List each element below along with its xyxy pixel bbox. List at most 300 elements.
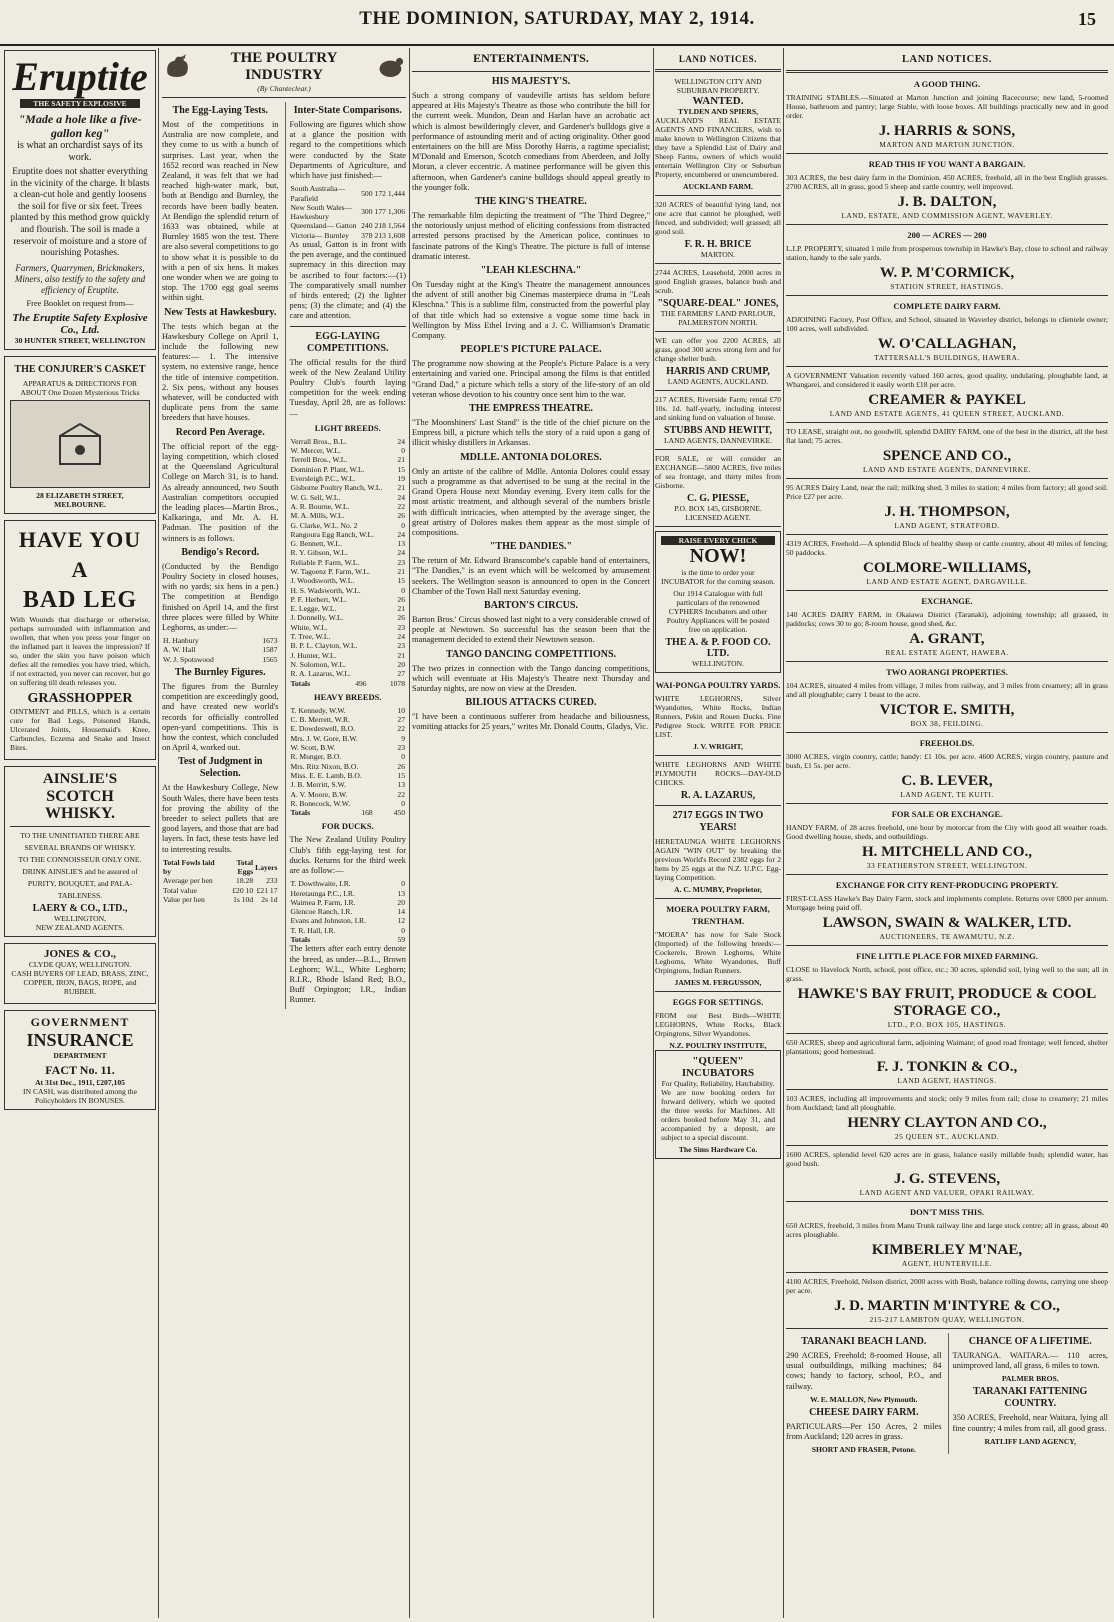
land-ad-body: 303 ACRES, the best dairy farm in the Dominion. 450 ACRES, freehold, all in the best English grasses. 2700 ACRES, all in grass, good 5 sheep and cattle country, well improved. [786, 173, 1108, 191]
ainslie-product-2: WHISKY. [44, 804, 116, 822]
sec-record-title: Record Pen Average. [175, 426, 265, 438]
gov-title-1: GOVERNMENT [30, 1014, 130, 1029]
eruptite-ad [4, 50, 156, 350]
table-row: Victoria— Burnley 378 213 1,608 [290, 230, 405, 240]
light-breeds-heading: LIGHT BREEDS. [314, 422, 381, 433]
ainslie-agent-city: WELLINGTON, [54, 913, 106, 923]
land-ad [786, 1277, 1108, 1329]
table-row: White, W.L. 23 [290, 622, 405, 632]
land-ad [786, 808, 1108, 875]
land-ad-agent: HENRY CLAYTON AND CO., [847, 1115, 1047, 1131]
waipoua-title: WAI-PONGA POULTRY YARDS. [655, 680, 781, 690]
conjurer-ad [4, 356, 156, 514]
cheese-dairy-body: PARTICULARS—Per 150 Acres, 2 miles from Auckland; 120 acres in grass. [786, 1421, 942, 1442]
land-ad-body: 650 ACRES, freehold, 3 miles from Manu Trunk railway line and large stock centre; all in grass, about 40 acres ploughable. [786, 1221, 1108, 1239]
land-ad-agent: J. H. THOMPSON, [884, 504, 1010, 520]
land-ad-agent-sub: LAND AGENT, STRATFORD. [894, 521, 1000, 530]
queen-subtitle: For Quality, Reliability, Hatchability. [661, 1079, 775, 1088]
table-row: A. R. Bourne, W.L. 22 [290, 501, 405, 511]
table-row: Evans and Johnston, I.R. 12 [290, 916, 405, 926]
tango-title: TANGO DANCING COMPETITIONS. [445, 648, 617, 660]
heavy-breeds-totals [290, 808, 407, 817]
brice-body: 320 ACRES of beautiful lying land, not one acre that cannot be ploughed, well fenced, and subdivided; well grassed; all good soil. [655, 200, 781, 236]
cheese-dairy-agent: SHORT AND FRASER, Petone. [811, 1445, 916, 1455]
land-ad [786, 158, 1108, 225]
entertainments-title: ENTERTAINMENTS. [473, 51, 589, 65]
sec-egg-laying-body: Most of the competitions in Australia are now complete, and they come to us with a bunch of surprises. Last year, when the 1652 record was reached in New Zealand, it was felt that we had reached high-water mark, but, both at Bendigo and Burnley, the records have been badly beaten. At Bendigo the splendid return of 1633 was obtained, while at Burnley 1685 won the test. There are also several competitions to go to show what it is possible to do with a pen of six hens. It makes one wonder when we are going to stop. The 1700 egg goal seems within sight. [162, 120, 279, 303]
land-ad-agent: J. B. DALTON, [897, 194, 997, 210]
leah-kleschna-body: On Tuesday night at the King's Theatre the management announces the advent of still another big Cinemas masterpiece drama in "Leah Kleschna." This is a sublime film, constructed from the powerful play of that title which had so extensive a vogue some time back in Wellington by Miss Ethel Irving and a J. C. Williamson's Dramatic Company. [412, 280, 650, 341]
table-row: G. Clarke, W.L. No. 2 0 [290, 520, 405, 530]
land-ad [786, 300, 1108, 367]
ducks-heading: FOR DUCKS. [321, 821, 374, 832]
ainslie-line-6: TABLENESS. [57, 890, 103, 900]
table-row: C. B. Merrett, W.R. 27 [290, 715, 405, 725]
land-ad-agent: A. GRANT, [909, 631, 985, 647]
bilious-body: "I have been a continuous sufferer from headache and biliousness, vomiting attacks for 25 years," writes Mr. Donald Coutts, Gladys, Vic. [412, 712, 650, 732]
table-row: Miss. E. E. Lamb, B.O. 15 [290, 770, 405, 780]
land-ad-body: 4100 ACRES, Freehold, Nelson district, 2000 acres with Bush, balance rolling downs, carrying one sheep per acre. [786, 1277, 1108, 1295]
table-row: H. Hanbury 1673 [163, 636, 278, 646]
grasshopper-brand: GRASSHOPPER [27, 690, 133, 706]
jones-ad [4, 943, 156, 1004]
conjurer-footer: 28 ELIZABETH STREET, MELBOURNE. [36, 490, 124, 509]
land-ad-agent-sub: REAL ESTATE AGENT, HAWERA. [885, 648, 1009, 657]
eruptite-quote-tail: is what an orchardist says of its work. [17, 140, 143, 163]
land-ad [786, 78, 1108, 154]
table-row: E. Dowdeswell, B.O. 22 [290, 724, 405, 734]
land-ad-lead: FINE LITTLE PLACE FOR MIXED FARMING. [856, 951, 1038, 961]
table-row: W. Tagoenz P. Farm, W.L. 21 [290, 567, 405, 576]
ducks-totals [290, 935, 407, 944]
land-ad-body: A GOVERNMENT Valuation recently valued 160 acres, good quality, undulating, ploughable land, at Whangarei, and considered it easily worth £18 per acre. [786, 371, 1108, 389]
incubator-company: THE A. & P. FOOD CO. LTD. [665, 637, 771, 659]
land-ad-body: 650 ACRES, sheep and agricultural farm, adjoining Waimate; of good road frontage; well fenced, shelter plantations; good homestead. [786, 1038, 1108, 1056]
land-ad-body: 4319 ACRES, Freehold.—A splendid Block of healthy sheep or cattle country, about 40 miles of fencing; 50 paddocks. [786, 539, 1108, 557]
table-row: J. Woodsworth, W.L. 15 [290, 576, 405, 586]
light-breeds-totals [290, 679, 407, 688]
table-row: W. Scott, B.W. 23 [290, 743, 405, 753]
ainslie-agent: LAERY & CO., LTD., [32, 902, 128, 914]
sec-record-body: The official report of the egg-laying competition, which closed at the Queensland Agricultural College on March 31, is to hand. As already announced, two South Australian competitors occupied the leading places—Martin Bros., Kalkaringa, and Mr. A. H. Padman. The position of the winners is as follows. [162, 441, 279, 543]
moera-title: MOERA POULTRY FARM, TRENTHAM. [666, 904, 770, 926]
queen-company: The Sims Hardware Co. [678, 1145, 758, 1154]
gov-fact-line: At 31st Dec., 1911, £207,105 [35, 1077, 125, 1087]
land-ad-agent-sub: LAND, ESTATE, AND COMMISSION AGENT, WAVERLEY. [841, 211, 1053, 220]
land-notices-centre [655, 50, 781, 1616]
jones-body: CASH BUYERS OF LEAD, BRASS, ZINC, COPPER, IRON, BAGS, ROPE, and RUBBER. [11, 968, 149, 996]
land-ad-lead: FOR SALE OR EXCHANGE. [891, 809, 1003, 819]
kings-theatre-title: THE KING'S THEATRE. [475, 196, 587, 208]
ainslie-agent-region: NEW ZEALAND AGENTS. [35, 922, 125, 932]
moera-body: "MOERA" has now for Sale Stock (Imported) of the following breeds:—Cockerels, Brown Leghorns, White Leghorns, White Wyandottes, Buff Orpingtons, Indian Runners. [655, 930, 781, 975]
land-ad-agent: LAWSON, SWAIN & WALKER, LTD. [822, 915, 1072, 931]
ducks-table [290, 879, 407, 935]
land-ad-agent-sub: AGENT, HUNTERVILLE. [901, 1259, 993, 1268]
queen-incubators-ad [655, 1050, 781, 1159]
land-ad [786, 1038, 1108, 1090]
conjurer-title: THE CONJURER'S CASKET [14, 363, 146, 375]
conjurer-subtitle: APPARATUS & DIRECTIONS FOR ABOUT One Dozen Mysterious Tricks [20, 378, 140, 397]
piesse-agent: C. G. PIESSE, [687, 493, 749, 504]
eruptite-tagline: THE SAFETY EXPLOSIVE [20, 99, 140, 108]
kings-theatre-body: The remarkable film depicting the treatment of "The Third Degree," the notoriously unjust method of eliciting confessions from distracted arrested persons practised by the American police, continues to fascinate patrons of the King's Theatre. The picture is full of intense dramatic interest. [412, 211, 650, 261]
land-ad-lead: COMPLETE DAIRY FARM. [893, 301, 1001, 311]
land-ad [786, 539, 1108, 591]
lazarus-body: WHITE LEGHORNS AND WHITE PLYMOUTH ROCKS—DAY-OLD CHICKS. [655, 760, 781, 787]
ainslie-line-4: DRINK AINSLIE'S and be assured of [22, 866, 138, 876]
land-ad-body: TO LEASE, straight out, no goodwill, splendid DAIRY FARM, one of the best in the district, all the best flat land; 75 acres. [786, 427, 1108, 445]
light-breeds-table [290, 437, 407, 679]
column-rule [409, 48, 410, 1618]
empress-theatre-title: THE EMPRESS THEATRE. [469, 403, 593, 415]
moera-agent: JAMES M. FERGUSSON, [674, 978, 762, 987]
land-ad-lead: READ THIS IF YOU WANT A BARGAIN. [868, 159, 1026, 169]
lazarus-agent: R. A. LAZARUS, [680, 790, 756, 801]
column-rule [158, 48, 159, 1618]
table-row: J. Donnelly, W.L. 26 [290, 613, 405, 623]
masthead [0, 0, 1114, 46]
sec-interstate-title: Inter-State Comparisons. [293, 105, 402, 116]
wanted-body: AUCKLAND'S REAL ESTATE AGENTS AND FINANCIERS, wish to make known to Wellington Citizens that they have a Splendid List of Dairy and Sheep Farms, owners of which would entertain Wellington City or Suburban Property, encumbered or unencumbered. [655, 116, 781, 179]
conjurer-illustration [10, 400, 150, 488]
table-row: Verrall Bros., B.L. 24 [290, 436, 405, 446]
eggs-2717-agent: A. C. MUMBY, Proprietor, [674, 885, 762, 894]
table-row: South Australia— Parafield 500 172 1,444 [290, 184, 405, 203]
land-ad [786, 1150, 1108, 1202]
land-ad-body: 140 ACRES DAIRY FARM, in Okaiawa District (Taranaki), adjoining township; all grassed, in paddocks; cows 30 to go; 8-room house, good shed, &c. [786, 610, 1108, 628]
leah-kleschna-title: "LEAH KLESCHNA." [480, 265, 582, 277]
piesse-sub: P.O. BOX 145, GISBORNE. LICENSED AGENT. [674, 504, 762, 522]
land-ad [786, 950, 1108, 1034]
land-ad-agent: SPENCE AND CO., [882, 448, 1012, 464]
land-ad [786, 1094, 1108, 1146]
gov-title-3: DEPARTMENT [53, 1050, 107, 1060]
land-ad-agent: J. G. STEVENS, [893, 1171, 1001, 1187]
waipoua-agent: J. V. WRIGHT, [693, 742, 743, 751]
sqjones-body: 2744 ACRES, Leasehold, 2000 acres in good English grasses, balance bush and scrub. [655, 268, 781, 295]
poultry-byline: (By Chanteclear.) [257, 84, 311, 93]
table-row: A. W. Hall 1587 [163, 645, 278, 655]
stubbs-agent: STUBBS AND HEWITT, [664, 425, 772, 436]
incubator-line-2: Our 1914 Catalogue with full particulars of the renowned CYPHERS Incubators and other Poultry Appliances will be posted free on application. [666, 589, 770, 634]
ainslie-line-2: SEVERAL BRANDS OF WHISKY. [24, 842, 136, 852]
land-ad-agent: COLMORE-WILLIAMS, [863, 560, 1031, 576]
incubator-line-1: is the time to order your INCUBATOR for the coming season. [661, 568, 775, 586]
chance-agent: PALMER BROS. [1001, 1374, 1059, 1384]
table-row: Gisborne Poultry Ranch, W.L. 21 [290, 483, 405, 493]
table-row: Totals 496 1078 [290, 678, 405, 688]
table-row: Mrs. J. W. Gore, B.W. 9 [290, 733, 405, 743]
land-ad-body: 3000 ACRES, virgin country, cattle; handy: £1 10s. per acre. 4600 ACRES, virgin country, pasture and bush, £1 5s. per acre. [786, 752, 1108, 770]
ainslie-line-3: TO THE CONNOISSEUR ONLY ONE. [18, 854, 142, 864]
table-row: Totals 168 450 [290, 808, 405, 818]
land-ad-body: ADJOINING Factory, Post Office, and School, situated in Waverley district, belongs to clientele owner; 100 acres, well subdivided. [786, 315, 1108, 333]
taranaki-beach-agent: W. E. MALLON, New Plymouth. [810, 1394, 918, 1404]
table-row: Reliable P. Farm, W.L. 23 [290, 557, 405, 567]
table-row: N. Solomon, W.L. 20 [290, 659, 405, 669]
heavy-breeds-heading: HEAVY BREEDS. [313, 691, 382, 702]
poultry-right [285, 102, 407, 1009]
land-ad-body: 95 ACRES Dairy Land, near the rail; milking shed, 3 miles to station; 4 miles from factory; all good soil. Price £27 per acre. [786, 483, 1108, 501]
barton-circus-title: BARTON'S CIRCUS. [484, 599, 578, 611]
land-ad-agent-sub: LAND AGENT, TE KUITI. [900, 790, 994, 799]
land-ad-agent: HAWKE'S BAY FRUIT, PRODUCE & COOL STORAGE CO., [797, 986, 1097, 1019]
land-ad-agent: F. J. TONKIN & CO., [876, 1059, 1018, 1075]
land-ad-agent-sub: LAND AND ESTATE AGENTS, DANNEVIRKE. [863, 465, 1031, 474]
sec-judgment-title: Test of Judgment in Selection. [178, 756, 263, 780]
cheese-dairy-title: CHEESE DAIRY FARM. [809, 1406, 919, 1418]
poultry-header [162, 50, 406, 84]
competitions-title: EGG-LAYING COMPETITIONS. [307, 330, 389, 354]
table-row: G. Bennett, W.L. 13 [290, 539, 405, 549]
column-rule [783, 48, 784, 1618]
eruptite-company: The Eruptite Safety Explosive Co., Ltd. [12, 311, 148, 336]
jones-name: JONES & CO., [43, 947, 117, 960]
badleg-title-2: BAD LEG [22, 586, 138, 613]
column-advertisements [4, 50, 156, 1616]
land-ad [786, 666, 1108, 733]
sec-hawkesbury-title: New Tests at Hawkesbury. [164, 306, 277, 318]
land-split-right [948, 1333, 1109, 1454]
table-row: T. Tree, W.L. 24 [290, 632, 405, 642]
taranaki-beach-body: 290 ACRES, Freehold; 8-roomed House, all usual outbuildings, milking machines; 84 cows; handy to factory, school, P.O., and railway. [786, 1351, 942, 1391]
settings-title: EGGS FOR SETTINGS. [672, 997, 764, 1007]
jones-address: CLYDE QUAY, WELLINGTON. [28, 959, 132, 969]
badleg-body: With Wounds that discharge or otherwise, perhaps surrounded with inflammation and swollen, that when you press your finger on the inflamed part it leaves the impression? If so, under the skin you have poison which defies all the remedies you have tried, which, if not extracted, you never can recover, but go on suffering till death releases you. [10, 614, 150, 687]
wanted-left: WANTED. [692, 95, 744, 107]
dandies-body: The return of Mr. Edward Branscombe's capable band of entertainers, "The Dandies," is an event which will be welcomed by amusement seekers. The Wellington season is announced to open in the Concert Chamber of the Town Hall next Saturday evening. [412, 556, 650, 596]
eruptite-address: 30 HUNTER STREET, WELLINGTON [14, 335, 146, 345]
eruptite-logo: Eruptite [12, 54, 148, 99]
land-ad-body: CLOSE to Havelock North, school, post office, etc.; 30 acres, splendid soil, lying well to the sun; all in grass. [786, 965, 1108, 983]
eruptite-body: Eruptite does not shatter everything in the vicinity of the charge. It blasts a clean-cut hole and gently loosens the soil for five or six feet. Trees planted by this method grow quickly and flourish. The soil is made a reservoir of moisture and a store of nourishing Potashes. [10, 167, 150, 259]
rooster-icon [162, 52, 193, 82]
sec-interstate-body: Following are figures which show at a glance the position with regard to the competitions which were conducted by the State Departments of Agriculture, and which have just finished:— [289, 120, 406, 181]
competitions-intro: The official results for the third week of the New Zealand Utility Poultry Club's fourth laying competition for the week ending Tuesday, April 28, are as follows:— [289, 357, 406, 418]
table-header: Total Fowls laid by Total Eggs Layers [163, 857, 278, 877]
table-row: Terrell Bros., W.L. 21 [290, 455, 405, 465]
eggs-2717-title: 2717 EGGS IN TWO YEARS! [672, 810, 764, 833]
land-ad-agent: H. MITCHELL AND CO., [861, 844, 1033, 860]
table-row: A. V. Moore, B.W. 22 [290, 789, 405, 799]
sec-burnley-body: The figures from the Burnley competition are exceedingly good, and have created new world's records for officially controlled open-yard competitions. This is how the contest, which concluded on April 4, worked out. [162, 682, 279, 753]
table-row: Average per hen 18.28 233 [163, 876, 278, 886]
table-row: Heretaunga P.C., I.R. 13 [290, 888, 405, 898]
land-ad [786, 229, 1108, 296]
ainslie-ad [4, 766, 156, 937]
land-ad-agent-sub: 215-217 LAMBTON QUAY, WELLINGTON. [869, 1315, 1025, 1324]
taranaki-beach-title: TARANAKI BEACH LAND. [801, 1336, 927, 1347]
ducks-intro: The New Zealand Utility Poultry Club's fifth egg-laying test for ducks. Returns for the third week are as follow:— [289, 835, 406, 876]
land-ads-list [786, 78, 1108, 1329]
land-ad [786, 483, 1108, 535]
sec-egg-laying-title: The Egg-Laying Tests. [172, 105, 268, 116]
land-ad-agent: J. HARRIS & SONS, [878, 123, 1016, 139]
empress-theatre-body: "The Moonshiners' Last Stand" is the title of the chief picture on the Empress bill, a picture which tells the story of a raid upon a gang of illicit whisky distillers in Arkansas. [412, 418, 650, 448]
masthead-title: THE DOMINION, SATURDAY, MAY 2, 1914. [359, 8, 755, 29]
land-ad [786, 1206, 1108, 1273]
stubbs-body: 217 ACRES, Riverside Farm; rental £70 10s. 1d. half-yearly, including interest and sinking fund on valuation of house. [655, 395, 781, 422]
ainslie-brand: AINSLIE'S [42, 770, 118, 787]
land-ad-agent: J. D. MARTIN M'INTYRE & CO., [834, 1298, 1060, 1314]
land-ad-agent-sub: STATION STREET, HASTINGS. [890, 282, 1004, 291]
land-ad-lead: EXCHANGE. [921, 596, 973, 606]
incubator-ad [655, 531, 781, 673]
chance-body: TAURANGA. WAITARA.— 110 acres, unimproved land, all grass, 6 miles to town. [952, 1351, 1108, 1371]
incubator-now: NOW! [689, 545, 747, 567]
table-row: Value per hen 1s 10d 2s 1d [163, 895, 278, 905]
table-row: Rangoura Egg Ranch, W.L. 24 [290, 529, 405, 539]
land-ad [786, 595, 1108, 662]
land-ad-agent-sub: LAND AGENT, HASTINGS. [897, 1076, 997, 1085]
hen-icon [375, 52, 406, 82]
harris-agent: HARRIS AND CRUMP, [666, 366, 770, 377]
government-insurance-ad [4, 1010, 156, 1110]
table-row: New South Wales— Hawkesbury 300 177 1,306 [290, 202, 405, 222]
land-ad [786, 879, 1108, 946]
land-ad-agent-sub: TATTERSALL'S BUILDINGS, HAWERA. [874, 353, 1020, 362]
his-majestys-title: HIS MAJESTY'S. [491, 76, 571, 87]
ainslie-product: SCOTCH [46, 787, 114, 805]
eggs-2717-body: HERETAUNGA WHITE LEGHORNS AGAIN "WIN OUT" by breaking the previous World's Record 2382 eggs for 2 hens by 25 eggs at the N.Z. U.P.C. Egg-laying Competition. [655, 837, 781, 882]
table-row: Total value £20 10 £21 17 [163, 885, 278, 895]
table-row: R. A. Lazarus, W.L. 27 [290, 669, 405, 679]
land-ad-body: FIRST-CLASS Hawke's Bay Dairy Farm, stock and implements complete. Returns over £800 per annum. Mortgage being paid off. [786, 894, 1108, 912]
brice-agent: F. R. H. BRICE [684, 239, 752, 250]
land-ad-body: TRAINING STABLES.—Situated at Marton Junction and joining Racecourse; new land, 5-roomed House, bathroom and pantry; large Stable, with loose boxes. All buildings practically new and in good order. [786, 93, 1108, 120]
table-row: Totals 59 [290, 935, 405, 945]
table-row: Glencoe Ranch, I.R. 14 [290, 907, 405, 917]
fattening-agent: RATLIFF LAND AGENCY, [984, 1436, 1076, 1446]
land-ad-agent-sub: 25 QUEEN ST., AUCKLAND. [894, 1132, 1000, 1141]
eruptite-audience: Farmers, Quarrymen, Brickmakers, Miners, also testify to the safety and efficiency of Eruptite. [14, 262, 146, 295]
table-row: W. J. Spotswood 1565 [163, 654, 278, 664]
dandies-title: "THE DANDIES." [489, 541, 573, 553]
heavy-breeds-table [290, 706, 407, 808]
ainslie-line-5: PURITY, BOUQUET, and PALA- [27, 878, 133, 888]
land-ad [786, 737, 1108, 804]
table-row: Queensland— Gatton 240 218 1,564 [290, 221, 405, 231]
land-ad-agent-sub: LAND AND ESTATE AGENT, DARGAVILLE. [866, 577, 1028, 586]
table-row: W. G. Sell, W.L. 24 [290, 492, 405, 502]
land-ad-agent: W. P. M'CORMICK, [879, 265, 1015, 281]
queen-title: "QUEEN" INCUBATORS [681, 1055, 755, 1079]
poultry-left [162, 102, 279, 1009]
sec-hawkesbury-body: The tests which began at the Hawkesbury College on April 1, include the following new features:— 1. The intensive system, no extensive range, hence the title of intensive competition. 2. Six pens, without any houses whatever, will be conducted with duplicate pens from the same breeders that have houses. [162, 321, 279, 423]
gov-title-2: INSURANCE [26, 1029, 134, 1050]
table-row: Mrs. Ritz Nixon, B.O. 26 [290, 761, 405, 771]
harris-sub: LAND AGENTS, AUCKLAND. [667, 377, 769, 386]
queen-body: We are now booking orders for forward delivery, which we quoted the three weeks for Machines. All orders booked before May 31, and accompanied by a deposit, are subject to a special discount. [661, 1088, 775, 1142]
gov-fact-line-2: IN CASH, was distributed among the Policyholders IN BONUSES. [23, 1086, 137, 1105]
settings-agent: N.Z. POULTRY INSTITUTE, [669, 1041, 767, 1050]
land-ad-body: L.I.P. PROPERTY, situated 1 mile from prosperous township in Hawke's Bay, close to school and railway station, handy to the sale yards. [786, 244, 1108, 262]
land-split-left [786, 1333, 942, 1454]
land-ad-lead: A GOOD THING. [913, 79, 981, 89]
magic-box-icon [50, 414, 110, 474]
judgment-table [162, 858, 279, 904]
land-ad-agent-sub: BOX 38, FEILDING. [910, 719, 984, 728]
poultry-title: THE POULTRY INDUSTRY [230, 50, 338, 83]
eruptite-slogan: "Made a hole like a five-gallon keg" [18, 112, 142, 140]
table-row: J. Hunter, W.L. 21 [290, 650, 405, 660]
badleg-title-1: HAVE YOU A [18, 526, 142, 582]
barton-circus-body: Barton Bros.' Circus showed last night to a very considerable crowd of people at Newtown. So successful has the season been that the management decided to extend their Newtown season. [412, 614, 650, 645]
land-ad-lead: 200 — ACRES — 200 [907, 230, 987, 240]
table-row: R. Munger, B.O. 0 [290, 752, 405, 762]
table-row: T. R. Hall, I.R. 0 [290, 925, 405, 935]
page-number: 15 [1078, 9, 1096, 29]
tango-body: The two prizes in connection with the Tango dancing competitions, which will eventuate at His Majesty's Theatre next Thursday and Saturday nights, are now on view at the Dresden. [412, 663, 650, 693]
ainslie-line-1: TO THE UNINITIATED THERE ARE [20, 830, 140, 840]
settings-body: FROM our Best Birds—WHITE LEGHORNS, White Rocks, Black Orpingtons, Silver Wyandottes. [655, 1011, 781, 1038]
peoples-palace-body: The programme now showing at the People's Picture Palace is a very entertaining and varied one. Principal among the films is that entitled "Grand Dad," a picture which tells a story of the life-story of an old veteran whose devotion to his country once sent him to the war. [412, 359, 650, 399]
table-row: B. P. L. Clayton, W.L. 23 [290, 641, 405, 651]
land-ad-lead: TWO AORANGI PROPERTIES. [886, 667, 1008, 677]
land-ad-body: HANDY FARM, of 28 acres freehold, one hour by motorcar from the City with good all weather roads. Good dwelling house, sheds, and outbuildings. [786, 823, 1108, 841]
table-row: R. Y. Gibson, W.L. 24 [290, 548, 405, 558]
land-ad-body: 104 ACRES, situated 4 miles from village, 3 miles from railway, and 3 miles from creamery; all in grass and all ploughable; carry 1 beast to the acre. [786, 681, 1108, 699]
fattening-title: TARANAKI FATTENING COUNTRY. [973, 1386, 1088, 1410]
peoples-palace-title: PEOPLE'S PICTURE PALACE. [460, 344, 602, 356]
stubbs-sub: LAND AGENTS, DANNEVIRKE. [664, 436, 772, 445]
sec-burnley-title: The Burnley Figures. [174, 667, 266, 679]
land-notices-title: LAND NOTICES. [901, 54, 993, 65]
brice-sub: MARTON. [700, 250, 736, 259]
wanted-sub: AUCKLAND FARM. [683, 182, 753, 191]
grasshopper-description: OINTMENT and PILLS, which is a certain cure for Bad Legs, Poisoned Hands, Ulcerated Joints, Housemaid's Knee, Carbuncles, Eczema and Snake and Insect Bites. [10, 706, 150, 752]
harris-body: WE can offer you 2200 ACRES, all grass, good 300 acres strong fern and for change shelter bush. [655, 336, 781, 363]
wanted-firm: TYLDEN AND SPIERS, [678, 107, 758, 116]
eruptite-offer: Free Booklet on request from— [26, 298, 134, 308]
land-ad-agent-sub: LAND AGENT AND VALUER, OPAKI RAILWAY. [859, 1188, 1035, 1197]
sqjones-sub: THE FARMERS' LAND PARLOUR, PALMERSTON NORTH. [660, 309, 776, 327]
land-ad-agent: W. O'CALLAGHAN, [877, 336, 1017, 352]
fattening-body: 350 ACRES, Freehold, near Waitara, lying all fine country; 4 miles from rail, all good grass. [952, 1413, 1108, 1433]
sec-bendigo-title: Bendigo's Record. [181, 546, 260, 558]
land-ad-agent-sub: LTD., P.O. BOX 105, HASTINGS. [887, 1020, 1007, 1029]
bilious-title: BILIOUS ATTACKS CURED. [465, 697, 597, 709]
table-row: H. S. Wadsworth, W.L. 0 [290, 585, 405, 595]
land-ad [786, 427, 1108, 479]
table-row: R. Bonecock, W.W. 0 [290, 798, 405, 808]
incubator-city: WELLINGTON. [692, 659, 744, 668]
land-ad-agent-sub: MARTON AND MARTON JUNCTION. [879, 140, 1015, 149]
table-row: P. F. Herbert, W.L. 26 [290, 594, 405, 604]
land-ad-lead: EXCHANGE FOR CITY RENT-PRODUCING PROPERTY. [835, 880, 1059, 890]
table-row: J. B. Merritt, S.W. 13 [290, 780, 405, 790]
land-ad-body: 103 ACRES, including all improvements and stock; only 9 miles from rail; close to creamery; 21 miles from Auckland; land all ploughable. [786, 1094, 1108, 1112]
land-split [786, 1333, 1108, 1454]
incubator-badge: RAISE EVERY CHICK [661, 536, 775, 545]
sec-judgment-body: At the Hawkesbury College, New South Wales, there have been tests for proving the ability of the breeder to select pullets that are good layers, and those that are bad layers. In fact, these tests have led to interesting results. [162, 783, 279, 854]
land-ad-agent: KIMBERLEY M'NAE, [871, 1242, 1023, 1258]
land-ad-body: 1600 ACRES, splendid level 620 acres are in grass, balance easily millable bush; splendid water, has good bush. [786, 1150, 1108, 1168]
poultry-columns [162, 102, 406, 1009]
piesse-body: FOR SALE, or will consider an EXCHANGE—5800 ACRES, five miles of sea frontage, and thirty miles from Gisborne. [655, 454, 781, 490]
table-row: M. A. Mills, W.L. 26 [290, 511, 405, 521]
dolores-title: MDLLE. ANTONIA DOLORES. [460, 451, 602, 463]
gov-fact: FACT No. 11. [45, 1062, 115, 1077]
land-ad-agent-sub: AUCTIONEERS, TE AWAMUTU, N.Z. [879, 932, 1015, 941]
table-row: T. Dowthwaite, I.R. 0 [290, 879, 405, 889]
land-ad-agent-sub: 33 FEATHERSTON STREET, WELLINGTON. [866, 861, 1028, 870]
ducks-body: The letters after each entry denote the breed, as under—B.L., Brown Leghorn; W.L., White Leghorn; R.I.R., Rhode Island Red; B.O., Buff Orpington; I.R., Indian Runner. [289, 944, 406, 1005]
table-row: W. Mercer, W.L. 0 [290, 446, 405, 456]
wanted-prop-line: WELLINGTON CITY AND SUBURBAN PROPERTY. [674, 77, 762, 95]
land-ad-agent: CREAMER & PAYKEL [868, 392, 1026, 408]
